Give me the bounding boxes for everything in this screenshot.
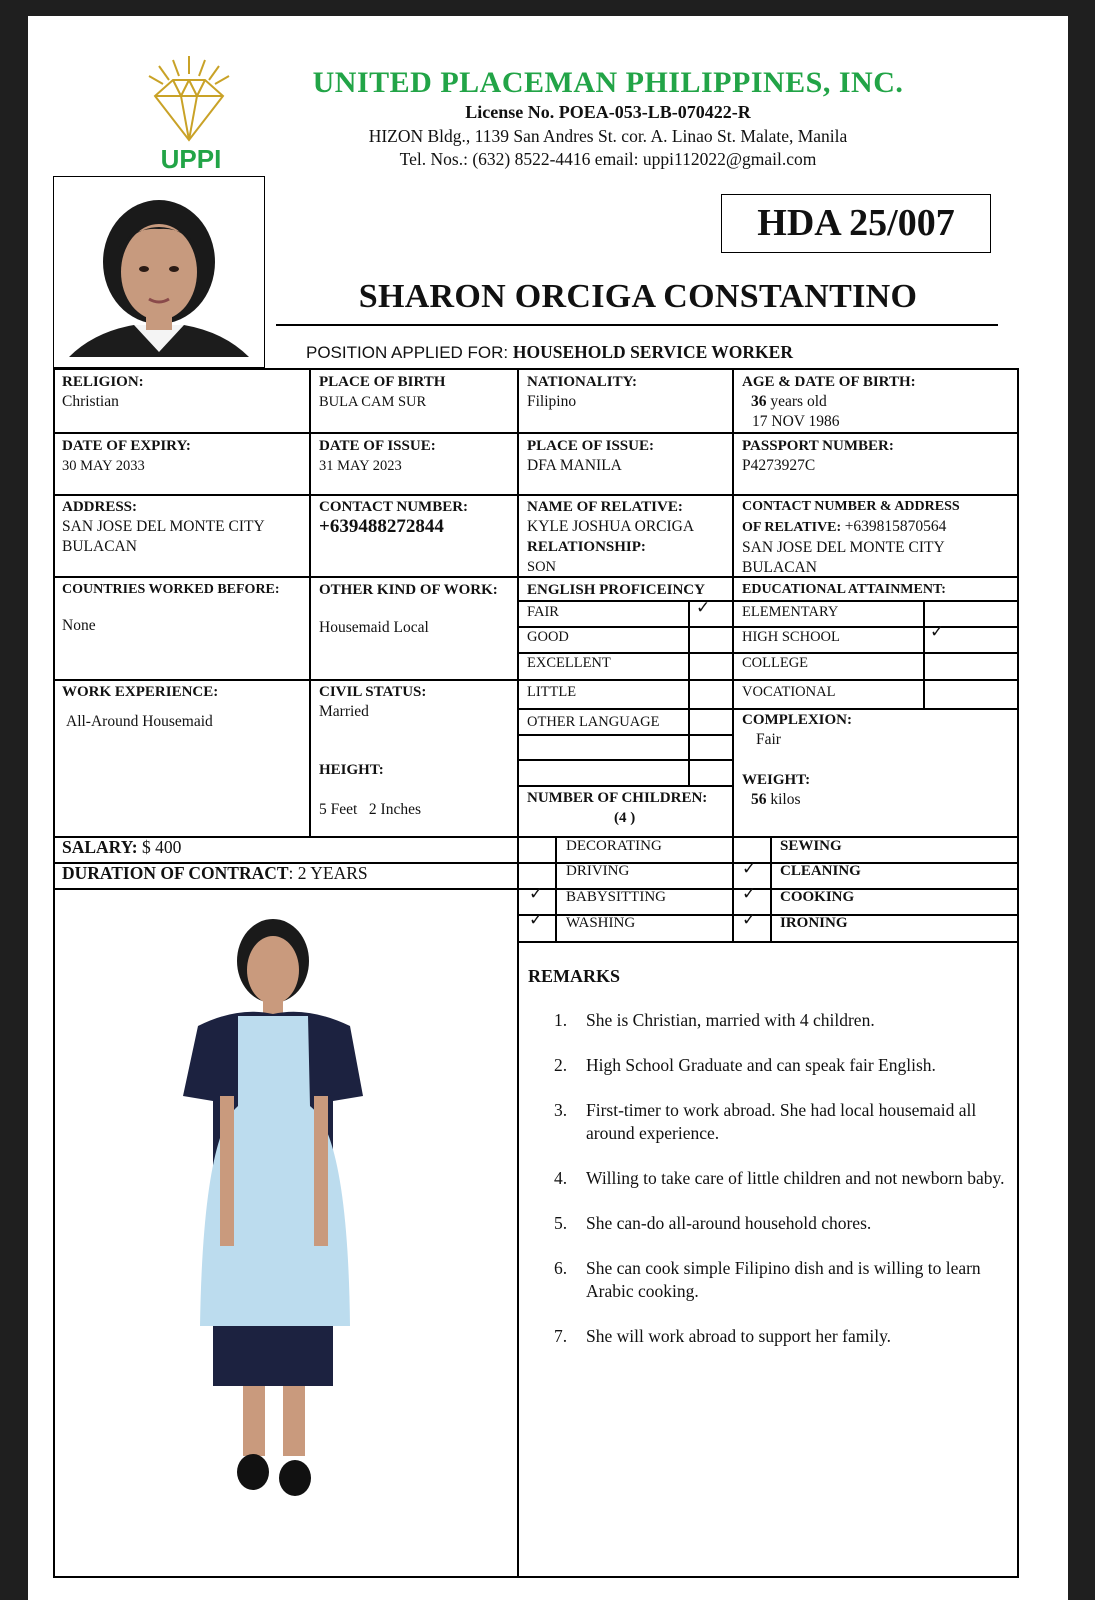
remark-number: 4. [554,1168,568,1188]
relative-contact-cell [742,497,960,578]
weight-label: WEIGHT: [742,772,811,788]
relative-address-2: BULACAN [742,559,817,576]
height-label: HEIGHT: [319,762,384,778]
education-label: EDUCATIONAL ATTAINMENT: [742,582,946,597]
age-text: years old [766,393,827,410]
children-label: NUMBER OF CHILDREN: [527,790,708,806]
remark-number: 3. [554,1100,568,1120]
table-line [53,679,519,681]
full-body-photo [88,906,468,1506]
place-issue-label: PLACE OF ISSUE: [527,438,654,454]
weight-cell [742,770,810,810]
pob-cell [319,372,445,412]
skill-ironing: IRONING [780,915,848,931]
english-little: LITTLE [527,684,577,700]
civil-label: CIVIL STATUS: [319,684,427,700]
table-line [53,1576,1019,1578]
table-line [770,836,772,941]
address-label: ADDRESS: [62,499,138,515]
table-line [53,432,1019,434]
address-cell [62,497,265,557]
contact-value: +639488272844 [319,516,444,537]
work-exp-cell [62,682,218,732]
remark-item [554,1212,1014,1235]
religion-label: RELIGION: [62,374,144,390]
remark-text: She is Christian, married with 4 children. [586,1010,875,1030]
passport-value: P4273927C [742,457,816,474]
table-line [519,679,1019,681]
table-line [53,368,1019,370]
pob-value: BULA CAM SUR [319,394,427,410]
nationality-cell [527,372,637,412]
issue-cell [319,436,436,476]
table-line [53,888,519,890]
check-mark: ✓ [529,910,544,929]
english-good: GOOD [527,629,569,645]
salary-value: $ 400 [137,837,182,857]
civil-value: Married [319,703,369,720]
religion-cell [62,372,144,412]
other-work-label: OTHER KIND OF WORK: [319,582,498,598]
table-line [53,368,55,1578]
relative-contact-value: +639815870564 [844,518,947,535]
table-line [517,941,1019,943]
complexion-value: Fair [756,731,781,748]
remark-item [554,1054,1014,1077]
table-line [732,836,734,941]
remark-item [554,1167,1014,1190]
duration-label: DURATION OF CONTRACT [62,863,289,883]
passport-label: PASSPORT NUMBER: [742,438,894,454]
dob-value: 17 NOV 1986 [752,413,840,430]
contact-cell [319,497,468,537]
remark-number: 2. [554,1055,568,1075]
company-contact: Tel. Nos.: (632) 8522-4416 email: uppi112022@gmail.com [399,149,817,169]
applicant-photo [53,176,265,368]
age-number: 36 [751,393,767,410]
relative-cell [527,497,694,577]
complexion-label: COMPLEXION: [742,712,852,728]
uppi-logo [133,52,245,172]
skill-driving: DRIVING [566,863,630,879]
relative-contact-label-2: OF RELATIVE: [742,520,845,535]
place-issue-value: DFA MANILA [527,457,622,474]
table-line [1017,368,1019,1578]
check-mark: ✓ [742,884,757,903]
civil-cell [319,682,426,722]
remark-number: 5. [554,1213,568,1233]
skill-babysitting: BABYSITTING [566,889,666,905]
remarks-title: REMARKS [528,966,621,986]
skill-cooking: COOKING [780,889,855,905]
remark-text: She can-do all-around household chores. [586,1213,872,1233]
other-language-label: OTHER LANGUAGE [527,714,660,730]
edu-high-school: HIGH SCHOOL [742,629,840,645]
remark-item [554,1257,1014,1303]
salary-row [62,837,181,857]
english-fair: FAIR [527,604,559,620]
weight-number: 56 [751,791,767,808]
bio-data-sheet [28,16,1068,1600]
skill-decorating: DECORATING [566,838,662,854]
relative-label: NAME OF RELATIVE: [527,499,683,515]
duration-row [62,863,368,883]
countries-cell [62,580,280,636]
edu-vocational: VOCATIONAL [742,684,836,700]
english-label: ENGLISH PROFICEINCY [527,582,705,598]
table-line [923,600,925,708]
edu-college: COLLEGE [742,655,809,671]
check-mark: ✓ [696,598,711,617]
expiry-value: 30 MAY 2033 [62,458,145,474]
english-excellent: EXCELLENT [527,655,611,671]
height-value: 5 Feet 2 Inches [319,801,422,818]
remark-number: 1. [554,1010,568,1030]
table-line [555,836,557,941]
issue-label: DATE OF ISSUE: [319,438,436,454]
address-line-2: BULACAN [62,538,137,555]
remark-number: 7. [554,1326,568,1346]
company-name: UNITED PLACEMAN PHILIPPINES, INC. [312,66,904,99]
relative-value: KYLE JOSHUA ORCIGA [527,518,695,535]
remark-text: First-timer to work abroad. She had local housemaid all around experience. [586,1100,977,1143]
logo-text: UPPI [160,144,222,174]
remark-text: High School Graduate and can speak fair English. [586,1055,936,1075]
skill-cleaning: CLEANING [780,863,861,879]
remark-item [554,1099,1014,1145]
divider [276,324,998,326]
expiry-label: DATE OF EXPIRY: [62,438,191,454]
table-line [53,494,1019,496]
remark-text: She can cook simple Filipino dish and is willing to learn Arabic cooking. [586,1258,981,1301]
complexion-cell [742,710,852,750]
relative-address-1: SAN JOSE DEL MONTE CITY [742,539,945,556]
nationality-value: Filipino [527,393,577,410]
other-work-cell [319,580,498,638]
age-cell [742,372,916,432]
position-applied [306,342,793,363]
work-exp-label: WORK EXPERIENCE: [62,684,219,700]
check-mark: ✓ [930,622,945,641]
position-label: POSITION APPLIED FOR: [306,343,513,362]
relationship-value: SON [527,559,557,575]
check-mark: ✓ [742,859,757,878]
age-label: AGE & DATE OF BIRTH: [742,374,916,390]
table-line [517,734,732,736]
table-line [517,785,732,787]
salary-label: SALARY: [62,837,138,857]
weight-unit: kilos [766,791,801,808]
remark-text: She will work abroad to support her family. [586,1326,892,1346]
religion-value: Christian [62,393,119,410]
remark-item [554,1009,1014,1032]
company-address: HIZON Bldg., 1139 San Andres St. cor. A. Linao St. Malate, Manila [368,126,848,146]
expiry-cell [62,436,191,476]
skill-sewing: SEWING [780,838,842,854]
relative-contact-label: CONTACT NUMBER & ADDRESS [742,499,960,514]
pob-label: PLACE OF BIRTH [319,374,446,390]
countries-label: COUNTRIES WORKED BEFORE: [62,582,280,597]
table-line [517,759,732,761]
check-mark: ✓ [529,884,544,903]
duration-value: : 2 YEARS [288,863,368,883]
edu-elementary: ELEMENTARY [742,604,839,620]
applicant-name: SHARON ORCIGA CONSTANTINO [358,278,918,315]
passport-cell [742,436,894,476]
nationality-label: NATIONALITY: [527,374,638,390]
license-number: License No. POEA-053-LB-070422-R [465,102,751,122]
table-line [688,600,690,785]
reference-code: HDA 25/007 [721,194,991,253]
table-line [309,368,311,836]
table-line [517,368,519,1578]
other-work-value: Housemaid Local [319,619,429,636]
remark-item [554,1325,1014,1348]
check-mark: ✓ [742,910,757,929]
address-line-1: SAN JOSE DEL MONTE CITY [62,518,265,535]
remark-text: Willing to take care of little children and not newborn baby. [586,1168,1005,1188]
table-line [732,368,734,836]
issue-value: 31 MAY 2023 [319,458,402,474]
remark-number: 6. [554,1258,568,1278]
relationship-label: RELATIONSHIP: [527,539,646,555]
skill-washing: WASHING [566,915,636,931]
place-issue-cell [527,436,654,476]
countries-value: None [62,617,96,634]
children-value: (4 ) [614,810,636,826]
contact-label: CONTACT NUMBER: [319,499,469,515]
work-exp-value: All-Around Housemaid [66,713,213,730]
position-value: HOUSEHOLD SERVICE WORKER [512,342,793,362]
remarks-list [554,1009,1014,1370]
